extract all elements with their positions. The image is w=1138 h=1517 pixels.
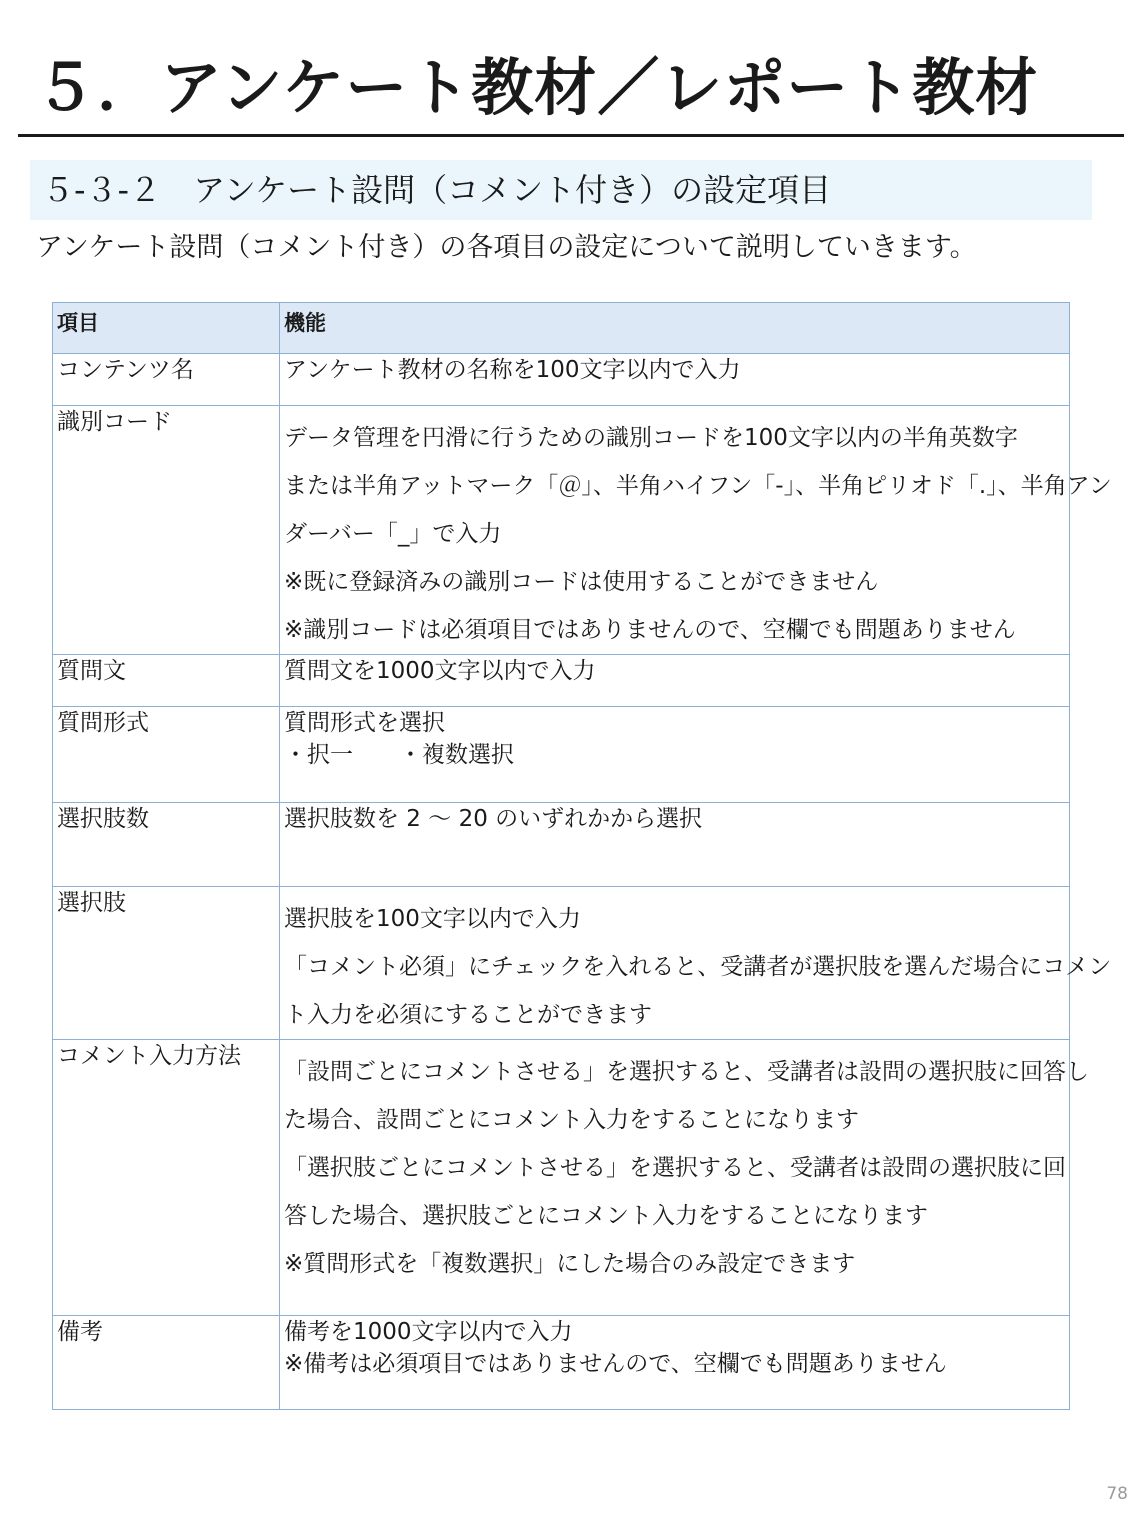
row-item-question-text: 質問文 [53, 655, 280, 707]
row-item-choices: 選択肢 [53, 887, 280, 1040]
row-item-question-format: 質問形式 [53, 707, 280, 803]
function-line: た場合、設問ごとにコメント入力をすることになります [284, 1107, 859, 1133]
table-row [53, 655, 1070, 707]
row-function [280, 354, 1070, 406]
table-row [53, 406, 1070, 655]
table-row [53, 887, 1070, 1040]
row-item-comment-input-method: コメント入力方法 [53, 1040, 280, 1316]
row-item-content-name: コンテンツ名 [53, 354, 280, 406]
row-function [280, 1040, 1089, 1316]
function-line: 選択肢を100文字以内で入力 [284, 906, 581, 932]
row-function [280, 1316, 1070, 1410]
table-row [53, 803, 1070, 887]
row-function [280, 803, 1070, 887]
section-title: ５-３-２ アンケート設問（コメント付き）の設定項目 [42, 171, 832, 209]
function-line: ※備考は必須項目ではありませんので、空欄でも問題ありません [284, 1351, 947, 1377]
table-row [53, 1040, 1070, 1316]
table-header-row [53, 303, 1070, 354]
intro-text: アンケート設問（コメント付き）の各項目の設定について説明していきます。 [36, 232, 977, 263]
settings-table [52, 302, 1112, 1410]
function-line: ※質問形式を「複数選択」にした場合のみ設定できます [284, 1251, 856, 1277]
function-line: 選択肢数を 2 ～ 20 のいずれかから選択 [284, 806, 703, 832]
function-line: 「選択肢ごとにコメントさせる」を選択すると、受講者は設問の選択肢に回 [284, 1155, 1066, 1181]
table-row [53, 707, 1070, 803]
function-line: ダーバー「_」で入力 [284, 521, 502, 547]
table-row [53, 1316, 1070, 1410]
page-number: 78 [1106, 1484, 1128, 1504]
row-item-remarks: 備考 [53, 1316, 280, 1410]
function-line: 答した場合、選択肢ごとにコメント入力をすることになります [284, 1203, 928, 1229]
function-line: ト入力を必須にすることができます [284, 1002, 652, 1028]
chapter-title: ５．アンケート教材／レポート教材 [34, 51, 1039, 124]
row-function [280, 887, 1112, 1040]
row-function [280, 707, 1070, 803]
function-line: アンケート教材の名称を100文字以内で入力 [284, 357, 741, 383]
row-function [280, 406, 1112, 655]
function-line: または半角アットマーク「＠」、半角ハイフン「-」、半角ピリオド「.」、半角アン [284, 473, 1112, 499]
function-line: ※識別コードは必須項目ではありませんので、空欄でも問題ありません [284, 617, 1016, 643]
function-line: データ管理を円滑に行うための識別コードを100文字以内の半角英数字 [284, 425, 1018, 451]
function-line: 「コメント必須」にチェックを入れると、受講者が選択肢を選んだ場合にコメン [284, 954, 1112, 980]
header-function: 機能 [280, 303, 1070, 354]
function-line: 質問形式を選択 [284, 710, 445, 736]
function-line: 質問文を1000文字以内で入力 [284, 658, 596, 684]
header-item: 項目 [53, 303, 280, 354]
table-row [53, 354, 1070, 406]
function-line: ・択一 ・複数選択 [284, 742, 514, 768]
function-line: ※既に登録済みの識別コードは使用することができません [284, 569, 879, 595]
function-line: 備考を1000文字以内で入力 [284, 1319, 573, 1345]
row-item-identifier-code: 識別コード [53, 406, 280, 655]
row-function [280, 655, 1070, 707]
title-divider [18, 134, 1124, 137]
row-item-choice-count: 選択肢数 [53, 803, 280, 887]
function-line: 「設問ごとにコメントさせる」を選択すると、受講者は設問の選択肢に回答し [284, 1059, 1089, 1085]
